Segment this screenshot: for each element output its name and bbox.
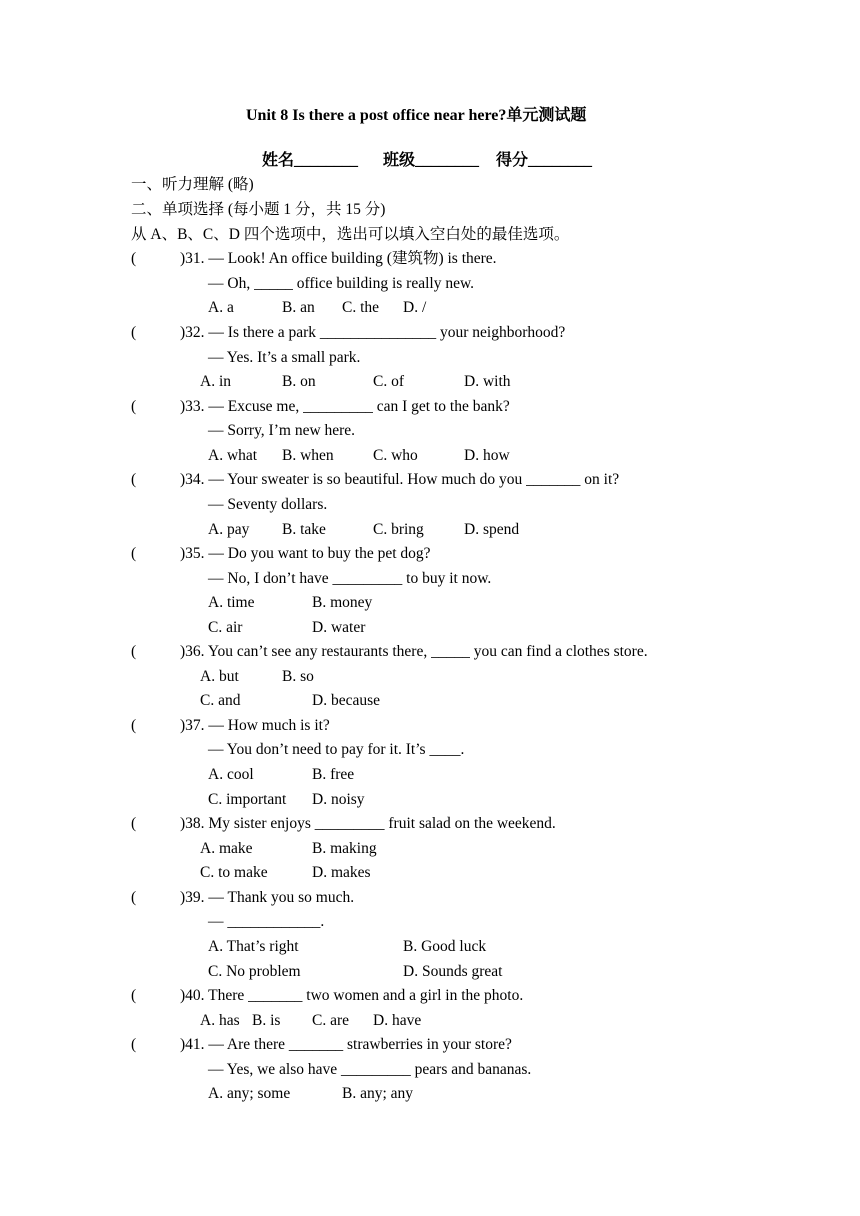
question-stem: )38. My sister enjoys _________ fruit salad on the weekend. <box>180 815 556 832</box>
answer-bracket: ( <box>131 471 137 488</box>
option-c: C. to make <box>200 864 268 881</box>
option-c: C. and <box>200 692 241 709</box>
section-listening: 一、听力理解 (略) <box>131 176 254 193</box>
option-b: B. free <box>312 766 355 783</box>
option-a: A. in <box>200 373 231 390</box>
option-b: B. money <box>312 594 373 611</box>
name-field: 姓名________ <box>262 152 359 169</box>
answer-bracket: ( <box>131 717 137 734</box>
option-a: A. a <box>208 299 234 316</box>
option-a: A. That’s right <box>208 938 299 955</box>
option-b: B. making <box>312 840 377 857</box>
option-c: C. the <box>342 299 380 316</box>
option-d: D. have <box>373 1012 422 1029</box>
question-response: — You don’t need to pay for it. It’s ____. <box>208 741 465 758</box>
question-stem: )34. — Your sweater is so beautiful. How much do you _______ on it? <box>180 471 620 488</box>
score-field: 得分________ <box>496 152 593 169</box>
section-multiple-choice: 二、单项选择 (每小题 1 分，共 15 分) <box>131 201 386 218</box>
option-d: D. spend <box>464 521 520 538</box>
class-field: 班级________ <box>383 152 480 169</box>
option-d: D. because <box>312 692 380 709</box>
answer-bracket: ( <box>131 889 137 906</box>
answer-bracket: ( <box>131 643 137 660</box>
option-c: C. of <box>373 373 404 390</box>
option-b: B. Good luck <box>403 938 487 955</box>
option-c: C. bring <box>373 521 424 538</box>
answer-bracket: ( <box>131 1036 137 1053</box>
option-d: D. how <box>464 447 510 464</box>
question-response: — Oh, _____ office building is really new. <box>208 275 475 292</box>
question-stem: )37. — How much is it? <box>180 717 330 734</box>
option-a: A. what <box>208 447 258 464</box>
question-response: — Yes, we also have _________ pears and bananas. <box>208 1061 532 1078</box>
question-stem: )33. — Excuse me, _________ can I get to the bank? <box>180 398 510 415</box>
answer-bracket: ( <box>131 324 137 341</box>
question-stem: )35. — Do you want to buy the pet dog? <box>180 545 431 562</box>
option-b: B. any; any <box>342 1085 414 1102</box>
answer-bracket: ( <box>131 398 137 415</box>
option-a: A. cool <box>208 766 254 783</box>
option-c: C. air <box>208 619 243 636</box>
option-a: A. but <box>200 668 239 685</box>
option-c: C. No problem <box>208 963 301 980</box>
answer-bracket: ( <box>131 250 137 267</box>
option-b: B. take <box>282 521 326 538</box>
option-b: B. on <box>282 373 316 390</box>
answer-bracket: ( <box>131 987 137 1004</box>
question-response: — Yes. It’s a small park. <box>208 349 361 366</box>
question-stem: )39. — Thank you so much. <box>180 889 355 906</box>
question-stem: )31. — Look! An office building (建筑物) is there. <box>180 250 497 267</box>
option-d: D. / <box>403 299 427 316</box>
option-d: D. water <box>312 619 366 636</box>
option-c: C. who <box>373 447 418 464</box>
question-stem: )41. — Are there _______ strawberries in your store? <box>180 1036 512 1053</box>
question-stem: )36. You can’t see any restaurants there, _____ you can find a clothes store. <box>180 643 648 660</box>
option-b: B. so <box>282 668 314 685</box>
question-response: — Sorry, I’m new here. <box>208 422 356 439</box>
instruction-text: 从 A、B、C、D 四个选项中，选出可以填入空白处的最佳选项。 <box>131 226 570 243</box>
option-a: A. has <box>200 1012 240 1029</box>
option-d: D. noisy <box>312 791 365 808</box>
option-c: C. are <box>312 1012 350 1029</box>
option-a: A. make <box>200 840 253 857</box>
question-response: — Seventy dollars. <box>208 496 328 513</box>
option-d: D. makes <box>312 864 371 881</box>
page-title: Unit 8 Is there a post office near here?单元测试题 <box>246 107 587 124</box>
option-a: A. pay <box>208 521 250 538</box>
option-b: B. when <box>282 447 334 464</box>
option-b: B. is <box>252 1012 281 1029</box>
option-c: C. important <box>208 791 287 808</box>
option-a: A. any; some <box>208 1085 291 1102</box>
question-response: — No, I don’t have _________ to buy it now. <box>208 570 492 587</box>
question-stem: )40. There _______ two women and a girl in the photo. <box>180 987 524 1004</box>
answer-bracket: ( <box>131 545 137 562</box>
option-a: A. time <box>208 594 255 611</box>
answer-bracket: ( <box>131 815 137 832</box>
option-d: D. Sounds great <box>403 963 503 980</box>
question-stem: )32. — Is there a park _______________ your neighborhood? <box>180 324 566 341</box>
question-response: — ____________. <box>208 913 325 930</box>
option-b: B. an <box>282 299 315 316</box>
option-d: D. with <box>464 373 511 390</box>
